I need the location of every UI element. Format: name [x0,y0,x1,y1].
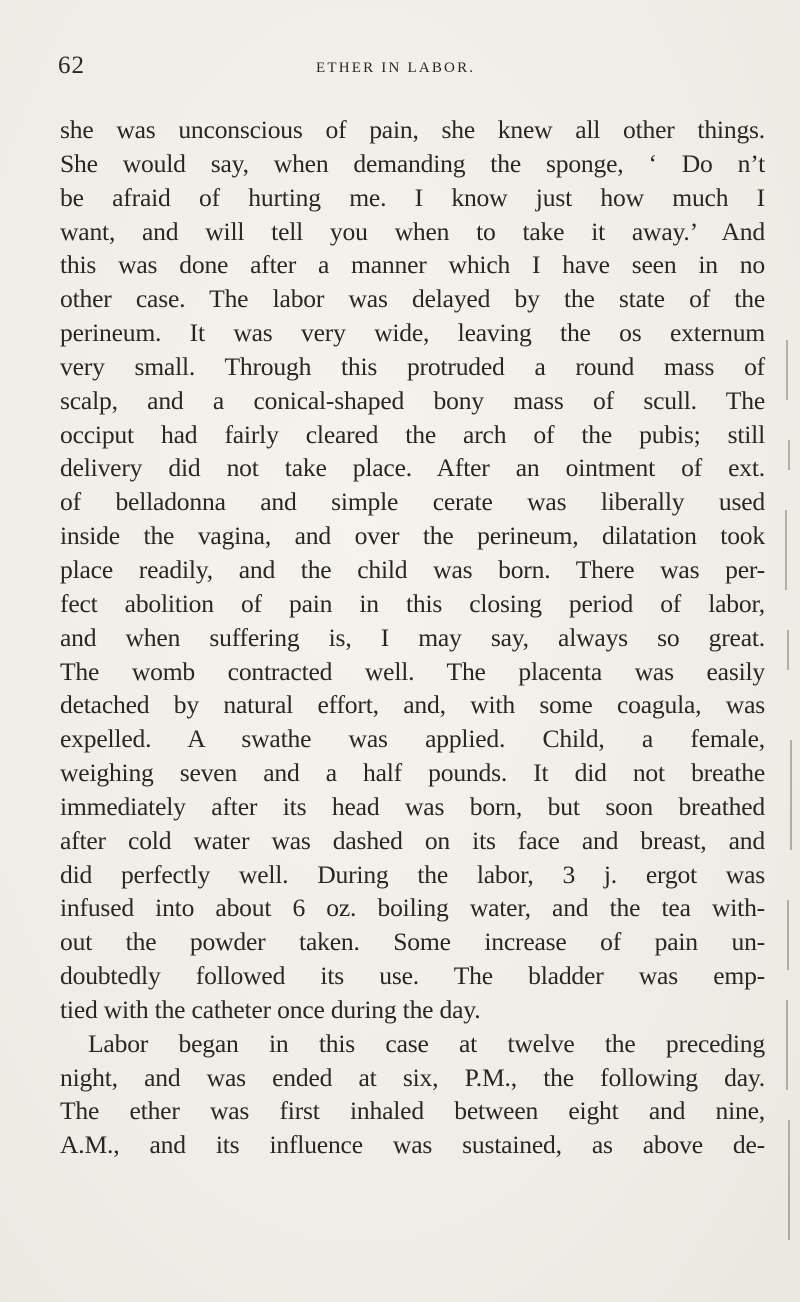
text-line: She would say, when demanding the sponge, ‘ Do n’t [60,148,765,178]
text-line: expelled. A swathe was applied. Child, a female, [60,724,765,754]
text-line: A.M., and its influence was sustained, as above de- [60,1130,765,1160]
text-line: doubtedly followed its use. The bladder was emp- [60,961,765,991]
text-line: infused into about 6 oz. boiling water, and the tea with- [60,893,765,923]
text-line: The womb contracted well. The placenta was easily [60,656,765,686]
text-line: Labor began in this case at twelve the preceding [88,1028,765,1058]
text-line: very small. Through this protruded a round mass of [60,351,765,381]
text-line: immediately after its head was born, but soon breathed [60,791,765,821]
body-text [60,113,765,1162]
text-line: and when suffering is, I may say, always so great. [60,622,765,652]
show-through-marks [782,300,800,1300]
text-line: detached by natural effort, and, with some coagula, was [60,690,765,720]
text-line: of belladonna and simple cerate was liberally used [60,487,765,517]
text-line: scalp, and a conical-shaped bony mass of scull. The [60,385,765,415]
text-line: out the powder taken. Some increase of pain un- [60,927,765,957]
text-line: this was done after a manner which I have seen in no [60,250,765,280]
text-line: tied with the catheter once during the day. [60,994,481,1024]
text-line: weighing seven and a half pounds. It did not breathe [60,758,765,788]
text-line: did perfectly well. During the labor, 3 j. ergot was [60,859,765,889]
text-line: occiput had fairly cleared the arch of the pubis; still [60,419,765,449]
page-number: 62 [58,52,85,79]
text-line: she was unconscious of pain, she knew all other things. [60,115,765,144]
text-line: The ether was first inhaled between eight and nine, [60,1096,765,1126]
text-line: fect abolition of pain in this closing period of labor, [60,588,765,618]
text-line: night, and was ended at six, P.M., the following day. [60,1062,765,1092]
text-line: want, and will tell you when to take it away.’ And [60,216,765,246]
text-line: be afraid of hurting me. I know just how much I [60,182,765,212]
text-line: perineum. It was very wide, leaving the os externum [60,318,765,348]
text-line: after cold water was dashed on its face and breast, and [60,825,765,855]
running-title: ETHER IN LABOR. [316,60,476,76]
text-line: inside the vagina, and over the perineum, dilatation took [60,521,765,551]
text-line: place readily, and the child was born. There was per- [60,554,765,584]
running-head [58,52,758,82]
text-line: other case. The labor was delayed by the state of the [60,284,765,314]
text-line: delivery did not take place. After an ointment of ext. [60,453,765,483]
